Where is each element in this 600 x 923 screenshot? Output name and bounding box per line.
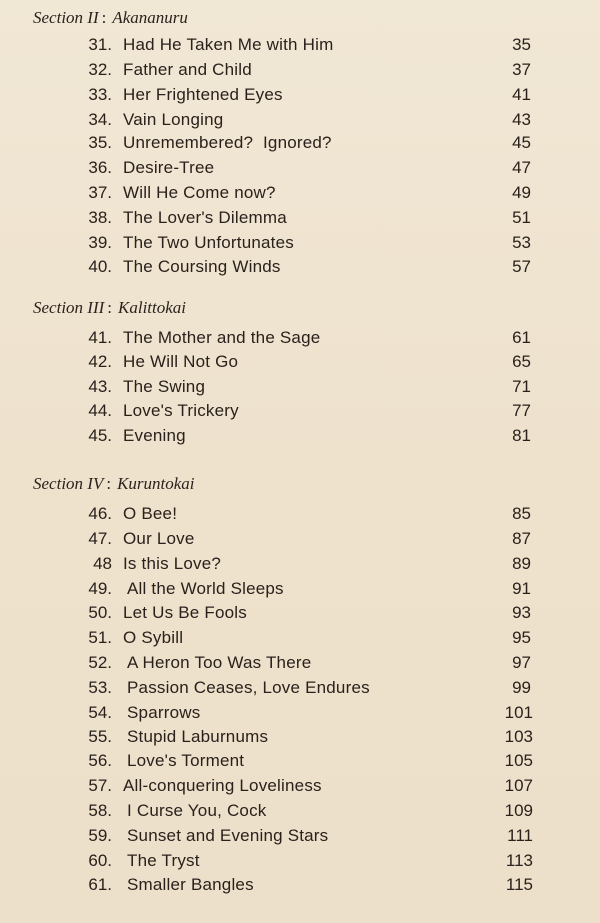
entry-page: 99: [512, 678, 531, 697]
toc-entry: [0, 158, 600, 183]
entry-title: Love's Torment: [127, 751, 245, 770]
entry-page: 101: [504, 703, 533, 722]
toc-entry: [0, 426, 600, 451]
toc-entry: [0, 751, 600, 776]
section-heading-4: Section IV : Kuruntokai: [33, 474, 195, 493]
entry-page: 47: [512, 158, 531, 177]
section-label: Section IV: [33, 474, 104, 493]
entry-page: 107: [504, 776, 533, 795]
entry-title: The Mother and the Sage: [123, 328, 321, 347]
entry-page: 115: [505, 875, 533, 894]
toc-entry: [0, 133, 600, 158]
entry-page: 65: [512, 352, 531, 371]
entry-page: 71: [512, 377, 531, 396]
entry-number: 59.: [88, 826, 112, 845]
entry-number: 54.: [88, 703, 112, 722]
entry-page: 97: [512, 653, 531, 672]
entry-title: Our Love: [123, 529, 195, 548]
entry-number: 52.: [88, 653, 112, 672]
entry-number: 42.: [88, 352, 112, 371]
toc-entry: [0, 208, 600, 233]
section-name: Kalittokai: [118, 298, 187, 317]
entry-number: 41.: [88, 328, 112, 347]
entry-page: 105: [504, 751, 533, 770]
entry-title: O Sybill: [123, 628, 184, 647]
entry-page: 53: [512, 233, 531, 252]
entry-page: 61: [512, 328, 531, 347]
entry-title: I Curse You, Cock: [127, 801, 267, 820]
toc-entry: [0, 257, 600, 282]
entry-number: 46.: [88, 504, 112, 523]
toc-entry: [0, 183, 600, 208]
toc-entry: [0, 233, 600, 258]
toc-entry: [0, 554, 600, 579]
entry-page: 51: [512, 208, 531, 227]
entry-number: 40.: [88, 257, 112, 276]
entry-number: 47.: [88, 529, 112, 548]
entry-page: 91: [512, 579, 531, 598]
entry-page: 85: [512, 504, 531, 523]
entry-page: 87: [512, 529, 531, 548]
entry-number: 43.: [88, 377, 112, 396]
toc-entry: [0, 653, 600, 678]
toc-entry: [0, 377, 600, 402]
entry-title: Is this Love?: [123, 554, 222, 573]
toc-entry: [0, 110, 600, 135]
toc-entry: [0, 628, 600, 653]
toc-entry: [0, 35, 600, 60]
entry-number: 61.: [88, 875, 112, 894]
entry-number: 39.: [88, 233, 112, 252]
toc-entry: [0, 401, 600, 426]
entry-page: 111: [507, 826, 533, 845]
entry-title: The Swing: [123, 377, 206, 396]
entry-title: Evening: [123, 426, 186, 445]
toc-entry: [0, 727, 600, 752]
section-heading-2: Section II : Akananuru: [33, 8, 188, 27]
entry-title: Desire-Tree: [123, 158, 215, 177]
entry-title: Stupid Laburnums: [127, 727, 269, 746]
section-label: Section III: [33, 298, 105, 317]
entry-number: 50.: [88, 603, 112, 622]
entry-page: 37: [512, 60, 531, 79]
entry-number: 44.: [88, 401, 112, 420]
entry-title: Will He Come now?: [123, 183, 276, 202]
entry-number: 32.: [88, 60, 112, 79]
entry-number: 55.: [88, 727, 112, 746]
toc-entry: [0, 826, 600, 851]
toc-entry: [0, 875, 600, 900]
toc-entry: [0, 85, 600, 110]
entry-title: A Heron Too Was There: [127, 653, 312, 672]
entry-page: 57: [512, 257, 531, 276]
entry-title: Her Frightened Eyes: [123, 85, 283, 104]
entry-number: 57.: [88, 776, 112, 795]
section-name: Akananuru: [112, 8, 188, 27]
entry-page: 93: [512, 603, 531, 622]
entry-title: O Bee!: [123, 504, 178, 523]
entry-title: Had He Taken Me with Him: [123, 35, 334, 54]
entry-number: 48: [93, 554, 112, 573]
entry-title: Vain Longing: [123, 110, 224, 129]
entry-number: 36.: [88, 158, 112, 177]
entry-title: The Two Unfortunates: [123, 233, 294, 252]
entry-title: The Coursing Winds: [123, 257, 281, 276]
entry-number: 51.: [88, 628, 112, 647]
entry-page: 41: [512, 85, 531, 104]
entry-number: 35.: [88, 133, 112, 152]
entry-title: The Tryst: [127, 851, 200, 870]
entry-page: 43: [512, 110, 531, 129]
toc-entry: [0, 776, 600, 801]
section-name: Kuruntokai: [117, 474, 195, 493]
toc-entry: [0, 579, 600, 604]
entry-page: 103: [504, 727, 533, 746]
entry-title: All the World Sleeps: [127, 579, 284, 598]
entry-number: 53.: [88, 678, 112, 697]
toc-entry: [0, 678, 600, 703]
entry-title: The Lover's Dilemma: [123, 208, 287, 227]
entry-page: 89: [512, 554, 531, 573]
toc-entry: [0, 801, 600, 826]
toc-entry: [0, 851, 600, 876]
entry-number: 49.: [88, 579, 112, 598]
entry-page: 35: [512, 35, 531, 54]
entry-number: 45.: [88, 426, 112, 445]
entry-number: 37.: [88, 183, 112, 202]
entry-page: 49: [512, 183, 531, 202]
entry-number: 38.: [88, 208, 112, 227]
entry-title: Passion Ceases, Love Endures: [127, 678, 370, 697]
toc-entry: [0, 504, 600, 529]
entry-number: 60.: [88, 851, 112, 870]
section-heading-3: Section III : Kalittokai: [33, 298, 187, 317]
entry-title: All-conquering Loveliness: [123, 776, 322, 795]
entry-page: 113: [505, 851, 533, 870]
entry-number: 34.: [88, 110, 112, 129]
entry-page: 109: [504, 801, 533, 820]
entry-title: Sunset and Evening Stars: [127, 826, 329, 845]
toc-entry: [0, 60, 600, 85]
entry-title: Unremembered? Ignored?: [123, 133, 332, 152]
entry-number: 33.: [88, 85, 112, 104]
toc-entry: [0, 703, 600, 728]
entry-number: 58.: [88, 801, 112, 820]
entry-title: Love's Trickery: [123, 401, 239, 420]
toc-entry: [0, 529, 600, 554]
toc-entry: [0, 603, 600, 628]
entry-number: 56.: [88, 751, 112, 770]
entry-number: 31.: [88, 35, 112, 54]
entry-page: 77: [512, 401, 531, 420]
entry-title: Smaller Bangles: [127, 875, 254, 894]
entry-page: 81: [512, 426, 531, 445]
section-label: Section II: [33, 8, 99, 27]
entry-page: 45: [512, 133, 531, 152]
entry-title: Father and Child: [123, 60, 252, 79]
toc-entry: [0, 352, 600, 377]
entry-title: He Will Not Go: [123, 352, 239, 371]
entry-title: Let Us Be Fools: [123, 603, 247, 622]
entry-title: Sparrows: [127, 703, 201, 722]
entry-page: 95: [512, 628, 531, 647]
toc-entry: [0, 328, 600, 353]
